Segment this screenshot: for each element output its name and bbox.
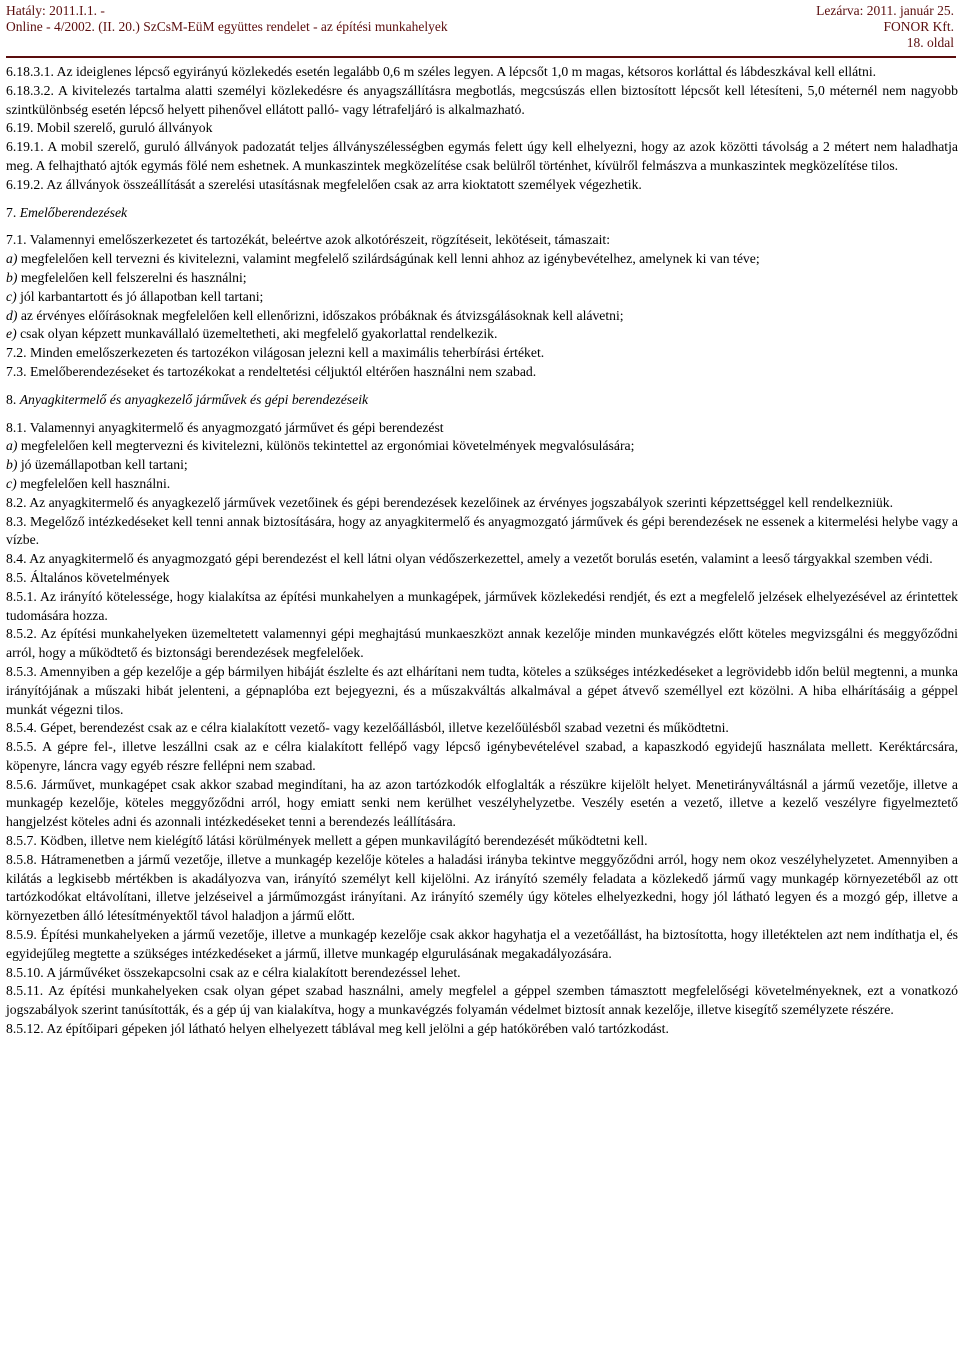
paragraph-number: 8.5.4. — [6, 720, 37, 736]
section-heading — [6, 204, 958, 223]
paragraph-text: Valamennyi anyagkitermelő és anyagmozgató járművet és gépi berendezést — [29, 419, 444, 435]
paragraph-text: A mobil szerelő, guruló állványok padozatát teljes állványszélességben egymás felett úgy kell elhelyezni, hogy az azok közötti távolság a 2 métert nem haladhatja meg. A felhajtható ajtók egymás fölé nem eshetnek. A munkaszintek megközelítése csak belülről történhet, kívülről felmászva a munkaszintek megközelítése tilos. — [6, 139, 958, 173]
paragraph-text: csak olyan képzett munkavállaló üzemeltetheti, aki megfelelő gyakorlattal rendelkezik. — [20, 326, 498, 342]
paragraph-text: Emelőberendezéseket és tartozékokat a rendeltetési céljuktól eltérően használni nem szabad. — [29, 363, 537, 379]
paragraph — [6, 1020, 958, 1039]
paragraph — [6, 625, 958, 663]
list-item-marker: c) — [6, 288, 17, 304]
paragraph-text: megfelelően kell tervezni és kivitelezni, valamint megfelelő szilárdságúnak kell lenni ahhoz az igénybevételhez, amelynek ki van téve; — [20, 251, 760, 267]
list-item-marker: e) — [6, 326, 17, 342]
paragraph-text: jó üzemállapotban kell tartani; — [20, 457, 188, 473]
paragraph-text: Az ideiglenes lépcső egyirányú közlekedés esetén legalább 0,6 m széles legyen. A lépcsőt 1,0 m magas, kétsoros korláttal és lábdeszkával kell ellátni. — [56, 64, 877, 79]
paragraph — [6, 138, 958, 176]
paragraph — [6, 982, 958, 1020]
list-item-marker: b) — [6, 269, 18, 285]
paragraph-text: megfelelően kell megtervezni és kivitelezni, különös tekintettel az ergonómiai követelmények megvalósulására; — [20, 438, 635, 454]
paragraph-text: Hátramenetben a jármű vezetője, illetve a munkagép kezelője köteles a haladási irányba tekintve meggyőződni arról, hogy nem okoz veszélyhelyzetet. Amennyiben a kilátás a legkisebb mértékben is akadályozva van, irányító személyt kell kijelölni. Az irányító személy feladata a közlekedő jármű vagy munkagép környezetéből az ott tartózkodókat eltávolítani, illetve jelzéseivel a járműmozgást irányítani. Az irányító személy úgy köteles elhelyezkedni, hogy jól látható legyen és a mozgó gép, illetve a környezetben álló létesítményektől távol haladjon a jármű előtt. — [6, 851, 958, 924]
paragraph-number: 6.19. — [6, 120, 34, 136]
paragraph-number: 8.5.7. — [6, 833, 37, 849]
header-document-title: Online - 4/2002. (II. 20.) SzCsM-EüM együttes rendelet - az építési munkahelyek — [6, 19, 448, 34]
list-item-marker: c) — [6, 475, 17, 491]
paragraph-text: A kivitelezés tartalma alatti személyi közlekedésre és anyagszállításra megbotlás, megcsúszás ellen biztosított lépcsőt kell létesíteni, 5,0 méternél nem nagyobb szintkülönbség esetén lépcső helyett pihenővel ellátott palló- vagy létrafeljáró is alkalmazható. — [6, 82, 958, 117]
paragraph-number: 8.5.3. — [6, 663, 37, 679]
section-heading — [6, 391, 958, 410]
list-item-marker: a) — [6, 438, 18, 454]
list-item — [6, 269, 958, 288]
paragraph-number: 7.1. — [6, 232, 27, 248]
paragraph — [6, 63, 958, 82]
paragraph — [6, 513, 958, 551]
paragraph-text: Az építési munkahelyeken csak olyan gépet szabad használni, amely megfelel a géppel szemben támasztott megfelelőségi követelményeknek, ezt a vonatkozó jogszabályok szerint tanúsították, és a gép új van kialakítva, hogy a munkavégzés folyamán védelmet biztosít annak kezelője, illetve kisegítő személyzete részére. — [6, 983, 958, 1018]
paragraph-number: 8.5. — [6, 569, 27, 585]
paragraph-number: 8.2. — [6, 494, 27, 510]
paragraph-text: megfelelően kell használni. — [20, 475, 171, 491]
paragraph-number: 8.5.2. — [6, 626, 37, 642]
paragraph-text: Megelőző intézkedéseket kell tenni annak biztosítására, hogy az anyagkitermelő és anyagmozgató járművek és gépi berendezések ne essenek a kitermelési helybe vagy a vízbe. — [6, 513, 959, 548]
paragraph — [6, 776, 958, 832]
paragraph-text: Mobil szerelő, guruló állványok — [36, 120, 213, 136]
paragraph — [6, 738, 958, 776]
list-item-marker: a) — [6, 251, 18, 267]
page-header — [0, 0, 960, 58]
paragraph — [6, 569, 958, 588]
paragraph — [6, 926, 958, 964]
paragraph-number: 8.3. — [6, 513, 27, 529]
header-divider — [6, 56, 956, 58]
paragraph-number: 8.5.5. — [6, 739, 37, 755]
header-validity: Hatály: 2011.I.1. - — [6, 3, 105, 18]
section-heading-text: Anyagkitermelő és anyagkezelő járművek és gépi berendezéseik — [19, 391, 369, 407]
paragraph-number: 7.3. — [6, 363, 27, 379]
paragraph-text: Az irányító kötelessége, hogy kialakítsa az építési munkahelyen a munkagépek, járművek közlekedési rendjét, és ezt a megfelelő jelzések elhelyezésével az érintettek tudomására hozza. — [6, 588, 958, 623]
paragraph-text: Az állványok összeállítását a szerelési utasításnak megfelelően csak az arra kioktatott személyek végezhetik. — [46, 176, 642, 192]
list-item — [6, 250, 958, 269]
paragraph — [6, 550, 958, 569]
paragraph-text: Amennyiben a gép kezelője a gép bármilyen hibáját észlelte és azt elhárítani nem tudta, köteles a szükséges intézkedéseket a legrövidebb időn belül megtenni, a munka irányítójának a műszaki hibát jelenteni, a gépnaplóba ezt bejegyezni, és a műszakváltás alkalmával a gépet átvevő személlyel ezt közölni. A hiba elhárításáig a géppel munkát végezni tilos. — [6, 663, 958, 717]
paragraph-text: Az anyagkitermelő és anyagmozgató gépi berendezést el kell látni olyan védőszerkezettel, amely a vezetőt borulás esetén, valamint a leeső tárgyakkal szemben védi. — [29, 551, 933, 567]
list-item-marker: d) — [6, 307, 18, 323]
paragraph — [6, 719, 958, 738]
header-closed-date: Lezárva: 2011. január 25. — [816, 3, 954, 18]
paragraph-text: Minden emelőszerkezeten és tartozékon világosan jelezni kell a maximális teherbírási értéket. — [29, 345, 545, 361]
paragraph-text: az érvényes előírásoknak megfelelően kell ellenőrizni, időszakos próbáknak és átvizsgálásoknak kell alávetni; — [20, 307, 624, 323]
paragraph-text: Általános követelmények — [29, 569, 170, 585]
paragraph — [6, 851, 958, 926]
paragraph-number: 6.18.3.1. — [6, 64, 54, 79]
paragraph-number: 7. — [6, 204, 17, 220]
paragraph-number: 6.19.2. — [6, 176, 44, 192]
paragraph-text: jól karbantartott és jó állapotban kell tartani; — [20, 288, 264, 304]
paragraph-text: megfelelően kell felszerelni és használni; — [20, 269, 247, 285]
paragraph — [6, 119, 958, 138]
paragraph-text: Gépet, berendezést csak az e célra kialakított vezető- vagy kezelőállásból, illetve kezelőülésből szabad vezetni és működtetni. — [40, 720, 729, 736]
list-item — [6, 325, 958, 344]
paragraph — [6, 344, 958, 363]
section-heading-text: Emelőberendezések — [19, 204, 128, 220]
paragraph — [6, 964, 958, 983]
paragraph — [6, 363, 958, 382]
paragraph-text: A gépre fel-, illetve leszállni csak az e célra kialakított fellépő vagy lépcső igénybevételével szabad, a kapaszkodó egyidejű használata mellett. Keréktárcsára, köpenyre, láncra vagy egyéb részre fellépni nem szabad. — [6, 739, 958, 773]
header-left — [6, 3, 448, 35]
list-item — [6, 437, 958, 456]
paragraph — [6, 588, 958, 626]
header-right — [816, 3, 954, 51]
paragraph — [6, 663, 958, 719]
document-body — [6, 63, 958, 1039]
paragraph-text: Valamennyi emelőszerkezetet és tartozékát, beleértve azok alkotórészeit, rögzítéseit, lekötéseit, támaszait: — [29, 232, 611, 248]
list-item — [6, 456, 958, 475]
header-page-number: 18. oldal — [906, 35, 954, 50]
list-item — [6, 307, 958, 326]
paragraph-text: A járművéket összekapcsolni csak az e célra kialakított berendezéssel lehet. — [46, 964, 461, 980]
paragraph — [6, 419, 958, 438]
paragraph-text: Építési munkahelyeken a jármű vezetője, illetve a munkagép kezelője csak akkor hagyhatja el a vezetőállást, ha biztosította, hogy illetéktelen azt nem indíthatja el, és egyidejűleg megtette a szükséges intézkedéseket a jármű, illetve munkagép elgurulásának megakadályozására. — [6, 927, 959, 961]
list-item-marker: b) — [6, 457, 18, 473]
paragraph-number: 8.5.11. — [6, 983, 44, 999]
paragraph-number: 8.5.12. — [6, 1021, 44, 1037]
paragraph-number: 8.1. — [6, 419, 27, 435]
paragraph-number: 7.2. — [6, 345, 27, 361]
paragraph-text: Az építőipari gépeken jól látható helyen elhelyezett táblával meg kell jelölni a gép hatókörében való tartózkodást. — [46, 1021, 669, 1037]
paragraph — [6, 832, 958, 851]
list-item — [6, 475, 958, 494]
paragraph-text: Az anyagkitermelő és anyagkezelő járművek vezetőinek és gépi berendezések kezelőinek az érvényes jogszabályok szerinti képzettséggel kell rendelkezniük. — [29, 494, 894, 510]
paragraph-number: 8.5.8. — [6, 851, 37, 867]
paragraph — [6, 82, 958, 120]
paragraph-text: Járművet, munkagépet csak akkor szabad megindítani, ha az azon tartózkodók elfoglalták a részükre kijelölt helyet. Menetirányváltásnál a jármű vezetője, illetve a munkagép kezelője, köteles meggyőződni arról, hogy emiatt senki nem kerülhet veszélyhelyzetbe. Veszély esetén a vezető, illetve a kezelő veszélyre figyelmeztető hangjelzést köteles adni és azonnali intézkedéseket tenni a berendezés leállítására. — [6, 776, 959, 830]
list-item — [6, 288, 958, 307]
paragraph — [6, 231, 958, 250]
paragraph-number: 8. — [6, 391, 17, 407]
paragraph-number: 6.18.3.2. — [6, 82, 54, 98]
paragraph-number: 8.5.1. — [6, 588, 37, 604]
paragraph-number: 8.5.6. — [6, 776, 37, 792]
paragraph-text: Az építési munkahelyeken üzemeltetett valamennyi gépi meghajtású munkaeszközt annak kezelője minden munkavégzés előtt köteles megvizsgálni és meggyőződni arról, hogy a működtető és biztonsági berendezések megfelelőek. — [6, 626, 958, 661]
paragraph-number: 8.5.9. — [6, 927, 37, 943]
paragraph-text: Ködben, illetve nem kielégítő látási körülmények mellett a gépen munkavilágító berendezését működtetni kell. — [40, 833, 648, 849]
paragraph-number: 6.19.1. — [6, 139, 44, 155]
header-publisher: FONOR Kft. — [883, 19, 954, 34]
paragraph — [6, 176, 958, 195]
paragraph-number: 8.5.10. — [6, 964, 44, 980]
paragraph — [6, 494, 958, 513]
paragraph-number: 8.4. — [6, 551, 27, 567]
